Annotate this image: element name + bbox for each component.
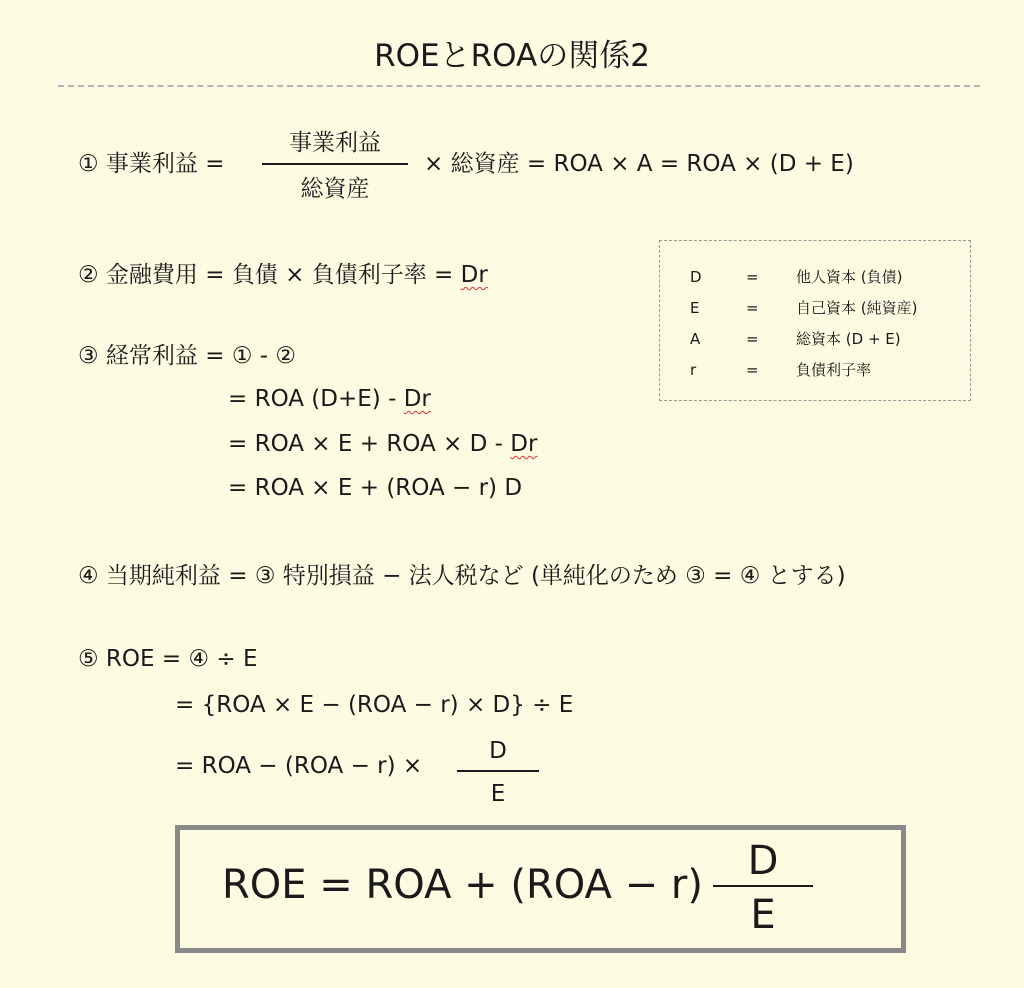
eq5-line3: = ROA − (ROA − r) ×: [175, 753, 423, 779]
eq3-line3-dr: Dr: [510, 431, 538, 457]
eq3-line3-text: = ROA × E + ROA × D -: [228, 431, 511, 457]
legend-value: 負債利子率: [796, 361, 872, 379]
eq5-numerator: D: [489, 738, 507, 764]
eq3-line2-dr: Dr: [403, 386, 431, 412]
eq3-line3: [228, 429, 537, 459]
legend-value: 他人資本 (負債): [796, 268, 903, 286]
legend-row: [660, 266, 970, 288]
eq1-fraction-bar: [262, 163, 408, 165]
legend-key: r: [690, 361, 697, 379]
legend-equals: =: [746, 268, 759, 286]
legend-equals: =: [746, 330, 759, 348]
legend-row: [660, 359, 970, 381]
legend-key: A: [690, 330, 701, 348]
eq5-denominator: E: [490, 781, 506, 807]
eq5-line1: ⑤ ROE = ④ ÷ E: [78, 646, 258, 672]
legend-equals: =: [746, 299, 759, 317]
legend-value: 自己資本 (純資産): [796, 299, 918, 317]
final-formula-text: ROE = ROA + (ROA − r): [222, 862, 703, 908]
eq1-denominator: 総資産: [300, 176, 370, 202]
eq1-lhs: ① 事業利益 =: [78, 151, 225, 177]
eq2-text: ② 金融費用 = 負債 × 負債利子率 =: [78, 262, 461, 288]
final-numerator: D: [747, 838, 779, 884]
eq3-line4: = ROA × E + (ROA − r) D: [228, 475, 523, 501]
eq1-numerator: 事業利益: [289, 130, 381, 156]
legend-row: [660, 297, 970, 319]
legend-key: D: [690, 268, 702, 286]
eq5-line2: = {ROA × E − (ROA − r) × D} ÷ E: [175, 692, 574, 718]
eq3-line2: [228, 384, 431, 414]
eq1-rhs: × 総資産 = ROA × A = ROA × (D + E): [424, 151, 854, 177]
legend-box: [659, 240, 971, 401]
final-fraction-bar: [713, 885, 813, 887]
eq5-fraction-bar: [457, 770, 539, 772]
eq4: ④ 当期純利益 = ③ 特別損益 − 法人税など (単純化のため ③ = ④ とする): [78, 563, 846, 589]
eq3-line1: ③ 経常利益 = ① - ②: [78, 343, 296, 369]
legend-equals: =: [746, 361, 759, 379]
eq2: [78, 260, 488, 290]
legend-row: [660, 328, 970, 350]
eq2-dr: Dr: [460, 262, 488, 288]
legend-key: E: [690, 299, 700, 317]
page-title: ROEとROAの関係2: [374, 38, 650, 74]
legend-value: 総資本 (D + E): [796, 330, 901, 348]
title-divider: [58, 85, 980, 87]
final-denominator: E: [750, 892, 776, 938]
eq3-line2-text: = ROA (D+E) -: [228, 386, 404, 412]
